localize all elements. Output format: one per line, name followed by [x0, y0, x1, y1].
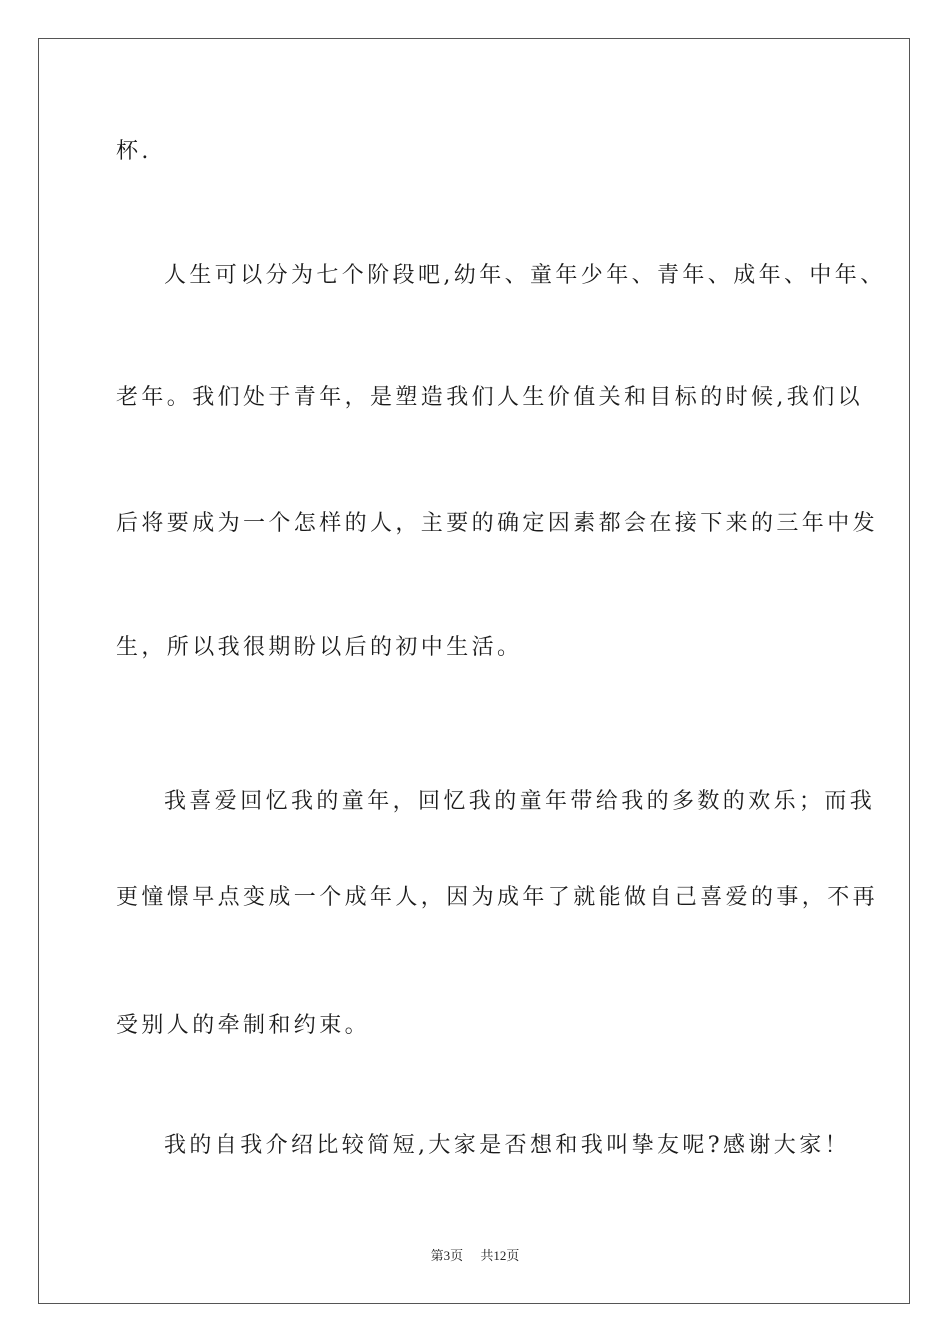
paragraph-2-line-1: 我喜爱回忆我的童年，回忆我的童年带给我的多数的欢乐；而我: [164, 789, 876, 814]
paragraph-2-line-2: 更憧憬早点变成一个成年人，因为成年了就能做自己喜爱的事，不再: [116, 885, 879, 910]
paragraph-1-line-1: 人生可以分为七个阶段吧,幼年、童年少年、青年、成年、中年、: [164, 263, 886, 288]
paragraph-1-line-4: 生，所以我很期盼以后的初中生活。: [116, 635, 523, 660]
text-line-1: 杯.: [116, 139, 152, 164]
page-footer: [0, 1245, 950, 1264]
paragraph-1-line-2: 老年。我们处于青年，是塑造我们人生价值关和目标的时候,我们以: [116, 385, 863, 410]
page-total: 共12页: [480, 1248, 520, 1263]
page-number: 第3页: [430, 1248, 464, 1263]
paragraph-3-line-1: 我的自我介绍比较简短,大家是否想和我叫挚友呢?感谢大家！: [164, 1133, 850, 1158]
paragraph-1-line-3: 后将要成为一个怎样的人，主要的确定因素都会在接下来的三年中发: [116, 511, 879, 536]
paragraph-2-line-3: 受别人的牵制和约束。: [116, 1013, 371, 1038]
page-border: [38, 38, 910, 1304]
